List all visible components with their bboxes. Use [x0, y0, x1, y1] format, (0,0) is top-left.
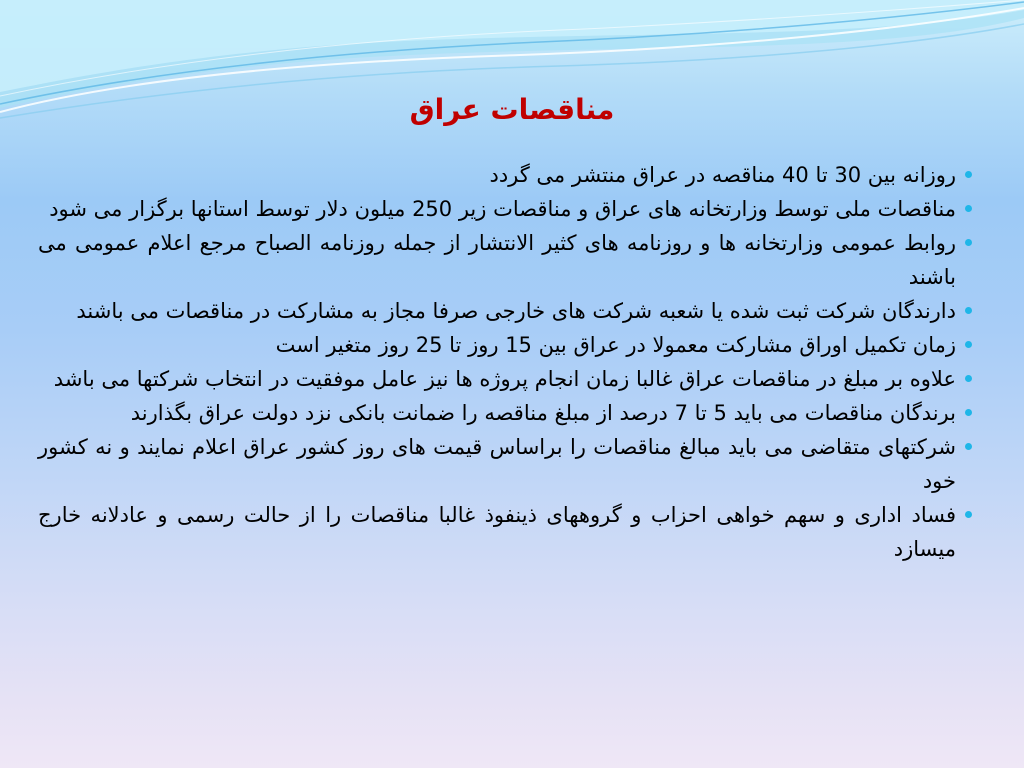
bullet-text: علاوه بر مبلغ در مناقصات عراق غالبا زمان انجام پروژه ها نیز عامل موفقیت در انتخاب شرکتها می باشد [53, 367, 956, 391]
slide-title: مناقصات عراق [409, 93, 615, 126]
bullet-text: فساد اداری و سهم خواهی احزاب و گروههای ذینفوذ غالبا مناقصات را از حالت رسمی و عادلانه خارج میسازد [38, 503, 956, 561]
bullet-dot-icon [965, 375, 972, 382]
bullet-text: برندگان مناقصات می باید 5 تا 7 درصد از مبلغ مناقصه را ضمانت بانکی نزد دولت عراق بگذارند [130, 401, 956, 425]
bullet-text: دارندگان شرکت ثبت شده یا شعبه شرکت های خارجی صرفا مجاز به مشارکت در مناقصات می باشند [76, 299, 956, 323]
bullet-item [38, 362, 972, 396]
bullet-text: روزانه بین 30 تا 40 مناقصه در عراق منتشر می گردد [489, 163, 956, 187]
bullet-list [38, 158, 972, 566]
bullet-text: روابط عمومی وزارتخانه ها و روزنامه های کثیر الانتشار از جمله روزنامه الصباح مرجع اعلام عمومی می باشند [38, 231, 956, 289]
bullet-item [38, 328, 972, 362]
bullet-dot-icon [965, 171, 972, 178]
bullet-item [38, 158, 972, 192]
bullet-dot-icon [965, 307, 972, 314]
bullet-text: زمان تکمیل اوراق مشارکت معمولا در عراق بین 15 روز تا 25 روز متغیر است [275, 333, 956, 357]
bullet-dot-icon [965, 409, 972, 416]
bullet-item [38, 294, 972, 328]
bullet-text: شرکتهای متقاضی می باید مبالغ مناقصات را براساس قیمت های روز کشور عراق اعلام نمایند و نه کشور خود [38, 435, 956, 493]
bullet-item [38, 226, 972, 294]
bullet-item [38, 430, 972, 498]
bullet-dot-icon [965, 239, 972, 246]
bullet-dot-icon [965, 341, 972, 348]
bullet-item [38, 192, 972, 226]
bullet-text: مناقصات ملی توسط وزارتخانه های عراق و مناقصات زیر 250 میلون دلار توسط استانها برگزار می شود [49, 197, 956, 221]
bullet-item [38, 498, 972, 566]
bullet-item [38, 396, 972, 430]
bullet-dot-icon [965, 205, 972, 212]
bullet-dot-icon [965, 511, 972, 518]
bullet-dot-icon [965, 443, 972, 450]
